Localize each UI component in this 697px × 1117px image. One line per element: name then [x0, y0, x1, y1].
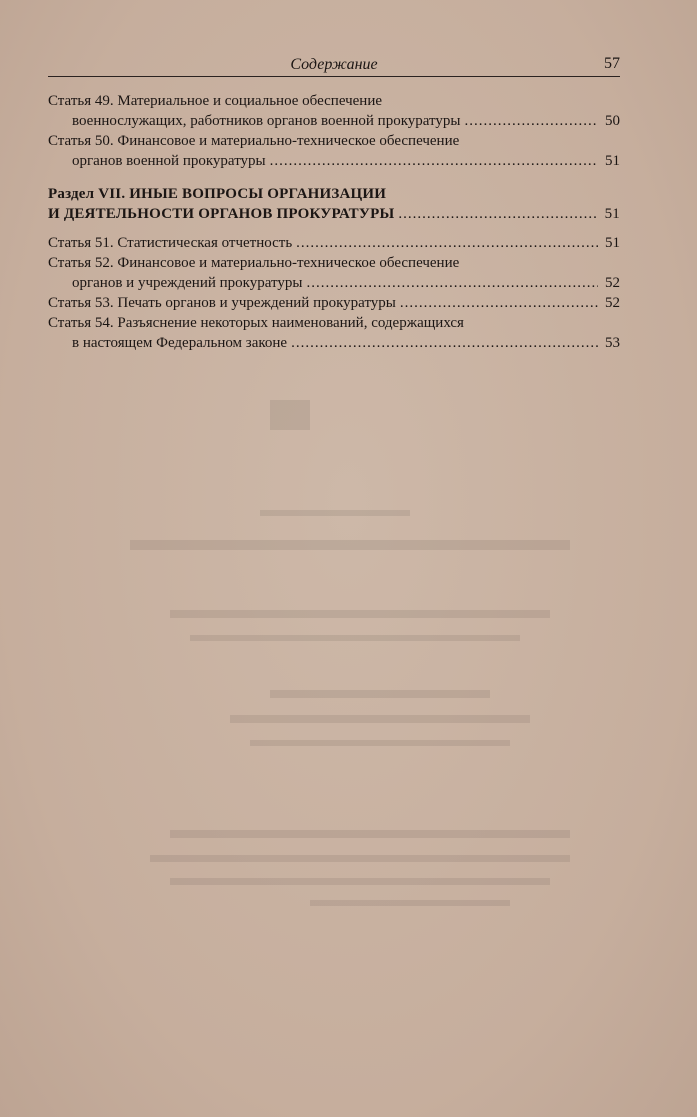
- page-number: 57: [604, 55, 620, 72]
- toc-entry-title: Статья 50. Финансовое и материально-техническое обеспечение: [48, 133, 460, 149]
- toc-entry-title: Статья 51. Статистическая отчетность: [48, 235, 293, 251]
- toc-entry-article-53: [48, 293, 620, 313]
- toc-entry-title: Статья 49. Материальное и социальное обеспечение: [48, 93, 383, 109]
- toc-entry-page: 53: [605, 335, 620, 351]
- dot-leader: [270, 151, 598, 171]
- toc-entry-title-continued: в настоящем Федеральном законе: [72, 335, 288, 351]
- toc-entry-title: Статья 53. Печать органов и учреждений прокуратуры: [48, 295, 396, 311]
- toc-section-vii: [48, 184, 620, 224]
- toc-entry-article-49: [48, 91, 620, 131]
- toc-entry-title: Статья 54. Разъяснение некоторых наименований, содержащихся: [48, 315, 464, 331]
- toc-entry-title: Статья 52. Финансовое и материально-техническое обеспечение: [48, 255, 460, 271]
- toc-section-title: Раздел VII. ИНЫЕ ВОПРОСЫ ОРГАНИЗАЦИИ: [48, 186, 387, 202]
- page-header: [48, 52, 620, 77]
- dot-leader: [400, 293, 598, 313]
- dot-leader: [291, 333, 598, 353]
- toc-entry-title-continued: органов и учреждений прокуратуры: [72, 275, 303, 291]
- toc-section-title-continued: И ДЕЯТЕЛЬНОСТИ ОРГАНОВ ПРОКУРАТУРЫ: [48, 206, 395, 222]
- toc-entry-page: 51: [605, 153, 620, 169]
- table-of-contents: [48, 91, 620, 353]
- toc-entry-article-51: [48, 233, 620, 253]
- dot-leader: [306, 273, 598, 293]
- dot-leader: [398, 204, 598, 224]
- dot-leader: [296, 233, 598, 253]
- toc-entry-title-continued: органов военной прокуратуры: [72, 153, 266, 169]
- running-title: Содержание: [290, 56, 378, 73]
- toc-entry-page: 50: [605, 113, 620, 129]
- toc-entry-article-54: [48, 313, 620, 353]
- toc-entry-page: 52: [605, 275, 620, 291]
- toc-entry-page: 52: [605, 295, 620, 311]
- toc-section-page: 51: [604, 206, 620, 222]
- dot-leader: [464, 111, 598, 131]
- toc-entry-page: 51: [605, 235, 620, 251]
- toc-entry-article-52: [48, 253, 620, 293]
- toc-entry-article-50: [48, 131, 620, 171]
- toc-entry-title-continued: военнослужащих, работников органов военной прокуратуры: [72, 113, 461, 129]
- paper-show-through: [110, 380, 600, 940]
